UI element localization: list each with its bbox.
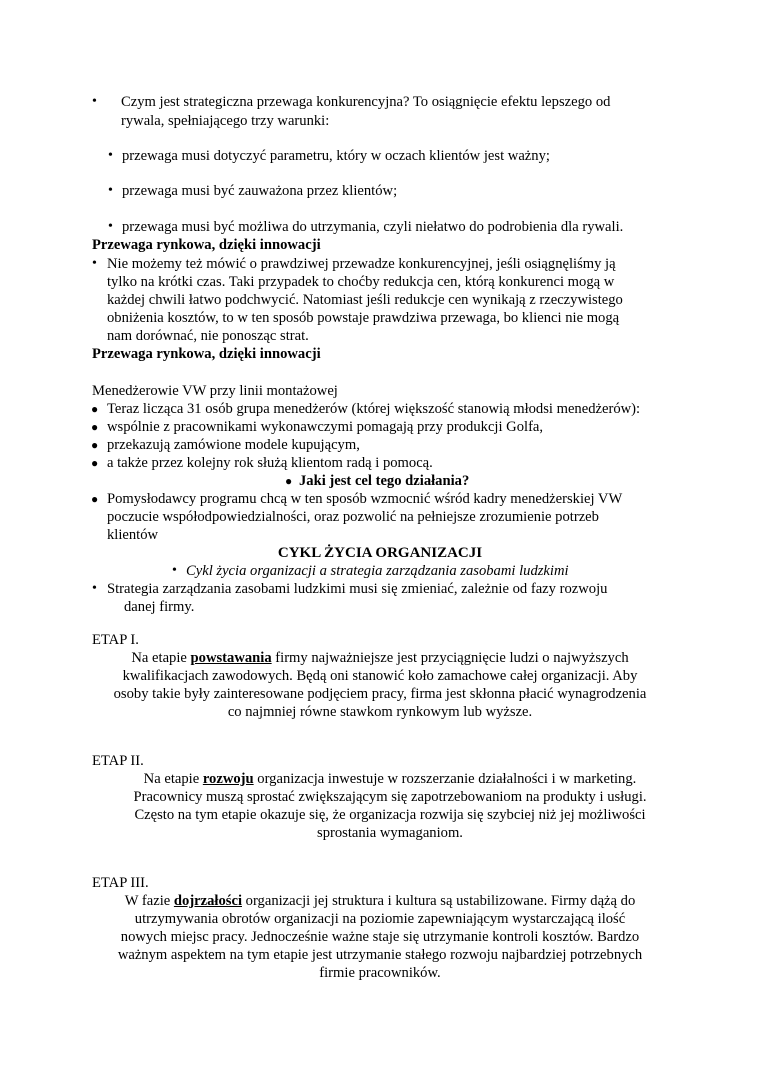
paragraph-line: obniżenia kosztów, to w ten sposób powstaje prawdziwa przewaga, bo klienci nie mogą (107, 310, 620, 326)
answer-line: Pomysłodawcy programu chcą w ten sposób wzmocnić wśród kadry menedżerskiej VW (107, 491, 623, 507)
answer-line: klientów (107, 527, 159, 543)
paragraph-line: sprostania wymaganiom. (317, 825, 463, 841)
paragraph-line: co najmniej równe stawkom rynkowym lub wyższe. (227, 704, 533, 720)
etap1-paragraph (80, 649, 680, 721)
paragraph-line: nam dorównać, nie ponosząc strat. (107, 328, 309, 344)
key-term: powstawania (190, 650, 272, 666)
paragraph-line: Nie możemy też mówić o prawdziwej przewadze konkurencyjnej, jeśli osiągnęliśmy ją (107, 256, 616, 272)
paragraph-line: Często na tym etapie okazuje się, że organizacja rozwija się szybciej niż jej możliwości (134, 807, 646, 823)
paragraph-line: utrzymywania obrotów organizacji na poziomie zapewniającym wystarczającą ilość (134, 911, 626, 927)
bullet: • (92, 581, 97, 596)
etap-label: ETAP II. (92, 753, 144, 769)
answer-line: poczucie współodpowiedzialności, oraz pozwolić na pełniejsze zrozumienie potrzeb (107, 509, 599, 525)
condition-item: przewaga musi być możliwa do utrzymania, czyli niełatwo do podrobienia dla rywali. (122, 219, 624, 235)
cycle-title: CYKL ŻYCIA ORGANIZACJI (277, 545, 483, 561)
bullet: ● (91, 492, 99, 506)
etap-label: ETAP I. (92, 632, 139, 648)
paragraph-line: Na etapie rozwoju organizacja inwestuje w rozszerzanie działalności i w marketing. (143, 771, 637, 787)
cycle-subtitle: Cykl życia organizacji a strategia zarządzania zasobami ludzkimi (186, 563, 569, 579)
paragraph-line: Na etapie powstawania firmy najważniejsze jest przyciągnięcie ludzi o najwyższych (131, 650, 629, 666)
list-item: a także przez kolejny rok służą klientom radą i pomocą. (107, 455, 433, 471)
section-subtitle: Menedżerowie VW przy linii montażowej (92, 383, 338, 399)
intro-line-1: Czym jest strategiczna przewaga konkurencyjna? To osiągnięcie efektu lepszego od (121, 94, 611, 110)
paragraph-line: każdej chwili łatwo podchwycić. Natomiast jeśli redukcje cen wynikają z rzeczywistego (107, 292, 623, 308)
cycle-line: Strategia zarządzania zasobami ludzkimi musi się zmieniać, zależnie od fazy rozwoju (107, 581, 608, 597)
bullet: • (108, 148, 113, 163)
bullet: • (108, 183, 113, 198)
etap-label: ETAP III. (92, 875, 149, 891)
etap2-paragraph (90, 770, 690, 842)
intro-line-2: rywala, spełniającego trzy warunki: (121, 113, 330, 129)
paragraph-line: firmie pracowników. (319, 965, 441, 981)
bullet: ● (91, 402, 99, 416)
list-item: Teraz licząca 31 osób grupa menedżerów (której większość stanowią młodsi menedżerów): (107, 401, 641, 417)
etap3-paragraph (80, 892, 680, 982)
list-item: wspólnie z pracownikami wykonawczymi pomagają przy produkcji Golfa, (107, 419, 544, 435)
paragraph-line: kwalifikacjach zawodowych. Będą oni stanowić koło zamachowe całej organizacji. Aby (122, 668, 638, 684)
section-heading: Przewaga rynkowa, dzięki innowacji (92, 237, 321, 253)
bullet: ● (91, 420, 99, 434)
bullet: ● (91, 456, 99, 470)
paragraph-line: osoby takie były zainteresowane podjęciem pracy, firma jest skłonna płacić wynagrodzenia (113, 686, 647, 702)
section-heading: Przewaga rynkowa, dzięki innowacji (92, 346, 321, 362)
bullet: • (92, 94, 97, 109)
bullet: • (172, 563, 177, 578)
section1-paragraph (107, 255, 669, 345)
question: Jaki jest cel tego działania? (299, 473, 470, 489)
paragraph-line: Pracownicy muszą sprostać zwiększającym się zapotrzebowaniom na produkty i usługi. (133, 789, 647, 805)
key-term: rozwoju (202, 771, 254, 787)
bullet: ● (285, 474, 293, 488)
bullet: • (92, 256, 97, 271)
cycle-line: danej firmy. (124, 599, 195, 615)
bullet: • (108, 219, 113, 234)
paragraph-line: nowych miejsc pracy. Jednocześnie ważne staje się utrzymanie kontroli kosztów. Bardzo (120, 929, 640, 945)
key-term: dojrzałości (173, 893, 242, 909)
paragraph-line: tylko na krótki czas. Taki przypadek to choćby redukcja cen, którą konkurenci mogą w (107, 274, 615, 290)
list-item: przekazują zamówione modele kupującym, (107, 437, 360, 453)
condition-item: przewaga musi być zauważona przez klientów; (122, 183, 398, 199)
paragraph-line: W fazie dojrzałości organizacji jej struktura i kultura są ustabilizowane. Firmy dążą do (124, 893, 636, 909)
bullet: ● (91, 438, 99, 452)
paragraph-line: ważnym aspektem na tym etapie jest utrzymanie stałego rozwoju najbardziej potrzebnych (117, 947, 643, 963)
condition-item: przewaga musi dotyczyć parametru, który w oczach klientów jest ważny; (122, 148, 550, 164)
